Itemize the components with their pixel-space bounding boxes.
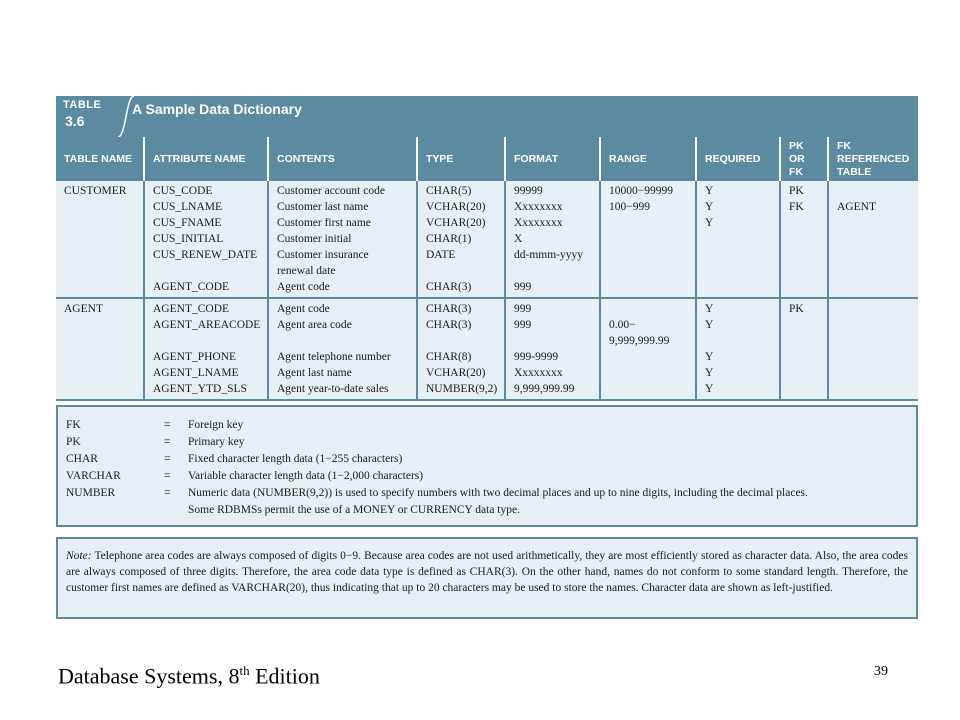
page-number: 39 (874, 664, 888, 679)
legend-definition: Primary key (188, 436, 245, 448)
legend-equals: = (164, 453, 171, 465)
dictionary-grid (56, 137, 918, 399)
column-header: TYPE (417, 137, 505, 181)
fk-table-cell: AGENT (828, 181, 918, 298)
column-header: CONTENTS (268, 137, 417, 181)
table-title: A Sample Data Dictionary (132, 101, 302, 117)
column-header: FORMAT (505, 137, 600, 181)
note-label: Note: (66, 550, 92, 562)
required-cell: Y Y Y (696, 181, 780, 298)
type-cell: CHAR(5) VCHAR(20) VCHAR(20) CHAR(1) DATE CHAR(3) (417, 181, 505, 298)
table-row (56, 181, 918, 298)
attribute-cell: AGENT_CODE AGENT_AREACODE AGENT_PHONE AGENT_LNAME AGENT_YTD_SLS (144, 298, 268, 399)
legend-definition: Foreign key (188, 419, 244, 431)
legend-definition: Variable character length data (1−2,000 characters) (188, 470, 424, 482)
legend-equals: = (164, 419, 171, 431)
column-header: PK OR FK (780, 137, 828, 181)
type-cell: CHAR(3) CHAR(3) CHAR(8) VCHAR(20) NUMBER(9,2) (417, 298, 505, 399)
footer-title-sup: th (239, 663, 250, 678)
pk-fk-cell: PK (780, 298, 828, 399)
footer-title-end: Edition (249, 663, 320, 689)
legend-equals: = (164, 470, 171, 482)
legend-definition: Some RDBMSs permit the use of a MONEY or CURRENCY data type. (188, 504, 520, 516)
table-label: TABLE (63, 99, 102, 111)
legend-definition: Fixed character length data (1−255 characters) (188, 453, 403, 465)
fk-table-cell (828, 298, 918, 399)
pk-fk-cell: PK FK (780, 181, 828, 298)
legend-abbr: FK (66, 419, 81, 431)
note-body: Telephone area codes are always composed of digits 0−9. Because area codes are not used arithmetically, they are most efficiently stored as character data. Also, the area codes are always composed of three digits. Therefore, the area code data type is defined as CHAR(3). On the other hand, names do not conform to some standard length. Therefore, the customer first names are defined as VARCHAR(20), thus indicating that up to 20 characters may be used to store the names. Character data are shown as left-justified. (66, 550, 908, 594)
column-header-row (56, 137, 918, 181)
format-cell: 99999 Xxxxxxxx Xxxxxxxx X dd-mmm-yyyy 999 (505, 181, 600, 298)
table-row (56, 298, 918, 399)
attribute-cell: CUS_CODE CUS_LNAME CUS_FNAME CUS_INITIAL CUS_RENEW_DATE AGENT_CODE (144, 181, 268, 298)
legend-abbr: CHAR (66, 453, 98, 465)
column-header: FK REFERENCED TABLE (828, 137, 918, 181)
legend-equals: = (164, 487, 171, 499)
legend-definition: Numeric data (NUMBER(9,2)) is used to specify numbers with two decimal places and up to nine digits, including the decimal places. (188, 487, 808, 499)
column-header: TABLE NAME (56, 137, 144, 181)
abbreviation-legend (56, 405, 918, 527)
table-name-cell: AGENT (56, 298, 144, 399)
note-text (66, 548, 908, 596)
range-cell: 10000−99999 100−999 (600, 181, 696, 298)
legend-abbr: VARCHAR (66, 470, 121, 482)
footer-book-title (58, 663, 320, 689)
table-header-bar (56, 96, 918, 137)
table-name-cell: CUSTOMER (56, 181, 144, 298)
legend-abbr: PK (66, 436, 81, 448)
note-box (56, 537, 918, 619)
footer-title-main: Database Systems, 8 (58, 663, 240, 689)
legend-equals: = (164, 436, 171, 448)
legend-abbr: NUMBER (66, 487, 116, 499)
data-dictionary-table (56, 96, 918, 401)
required-cell: Y Y Y Y Y (696, 298, 780, 399)
range-cell: 0.00− 9,999,999.99 (600, 298, 696, 399)
format-cell: 999 999 999-9999 Xxxxxxxx 9,999,999.99 (505, 298, 600, 399)
table-number-badge (56, 96, 126, 137)
contents-cell: Customer account code Customer last name Customer first name Customer initial Customer insurance renewal date Agent code (268, 181, 417, 298)
table-bottom-rule (56, 399, 918, 401)
column-header: REQUIRED (696, 137, 780, 181)
column-header: RANGE (600, 137, 696, 181)
contents-cell: Agent code Agent area code Agent telephone number Agent last name Agent year-to-date sales (268, 298, 417, 399)
table-number: 3.6 (65, 113, 85, 129)
column-header: ATTRIBUTE NAME (144, 137, 268, 181)
